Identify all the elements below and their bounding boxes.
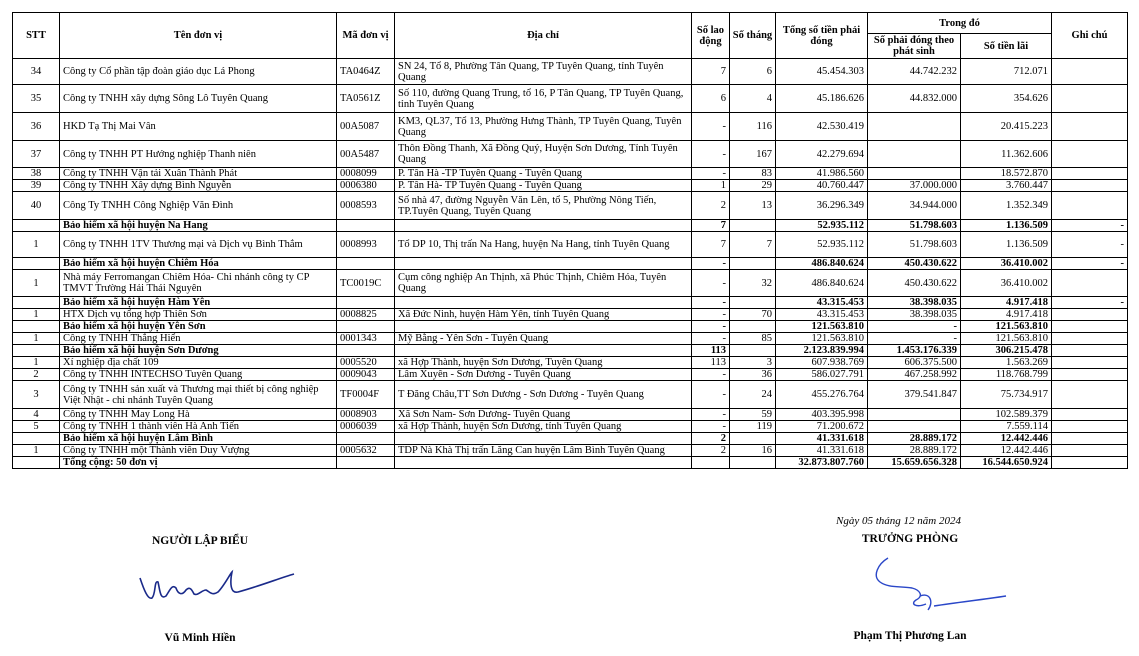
row-unit-name: Công ty TNHH PT Hướng nghiệp Thanh niên: [60, 141, 337, 168]
row-payable-incurred: [868, 113, 961, 141]
row-notes: [1052, 168, 1128, 180]
row-interest: 102.589.379: [961, 409, 1052, 421]
row-stt: 1: [13, 333, 60, 345]
row-total-amount: 486.840.624: [776, 258, 868, 270]
row-total-amount: 41.331.618: [776, 445, 868, 457]
header-address: Địa chỉ: [395, 13, 692, 59]
row-months: 24: [730, 381, 776, 409]
table-row: [13, 409, 1128, 421]
row-notes: [1052, 270, 1128, 297]
row-payable-incurred: 34.944.000: [868, 192, 961, 220]
row-address: Thôn Đồng Thanh, Xã Đồng Quý, Huyện Sơn Dương, Tỉnh Tuyên Quang: [395, 141, 692, 168]
row-months: 119: [730, 421, 776, 433]
row-months: [730, 321, 776, 333]
row-total-amount: 36.296.349: [776, 192, 868, 220]
row-interest: 11.362.606: [961, 141, 1052, 168]
row-employees: -: [692, 421, 730, 433]
row-total-amount: 45.454.303: [776, 59, 868, 85]
row-interest: 7.559.114: [961, 421, 1052, 433]
row-stt: 34: [13, 59, 60, 85]
row-unit-name: Công ty TNHH Xây dựng Bình Nguyễn: [60, 180, 337, 192]
row-payable-incurred: [868, 168, 961, 180]
row-employees: -: [692, 141, 730, 168]
header-months: Số tháng: [730, 13, 776, 59]
row-notes: [1052, 409, 1128, 421]
row-stt: 2: [13, 369, 60, 381]
row-payable-incurred: 467.258.992: [868, 369, 961, 381]
row-address: Số nhà 47, đường Nguyễn Văn Lên, tổ 5, Phường Nông Tiến, TP.Tuyên Quang, Tuyên Quang: [395, 192, 692, 220]
row-stt: 3: [13, 381, 60, 409]
row-notes: [1052, 59, 1128, 85]
row-unit-code: TA0464Z: [337, 59, 395, 85]
row-stt: 37: [13, 141, 60, 168]
row-interest: 12.442.446: [961, 445, 1052, 457]
row-months: 4: [730, 85, 776, 113]
row-address: [395, 345, 692, 357]
row-employees: -: [692, 297, 730, 309]
table-row: [13, 445, 1128, 457]
row-unit-code: 0005520: [337, 357, 395, 369]
row-stt: 36: [13, 113, 60, 141]
row-stt: 1: [13, 270, 60, 297]
row-total-amount: 43.315.453: [776, 309, 868, 321]
row-unit-code: [337, 433, 395, 445]
row-notes: [1052, 113, 1128, 141]
row-months: 16: [730, 445, 776, 457]
row-employees: 7: [692, 232, 730, 258]
row-interest: 16.544.650.924: [961, 457, 1052, 469]
row-unit-code: [337, 220, 395, 232]
row-notes: -: [1052, 220, 1128, 232]
row-address: [395, 457, 692, 469]
row-unit-code: TC0019C: [337, 270, 395, 297]
row-unit-name: Công ty TNHH sản xuất và Thương mại thiết bị công nghiệp Việt Nhật - chi nhánh Tuyên Quang: [60, 381, 337, 409]
row-unit-name: Bảo hiểm xã hội huyện Lâm Bình: [60, 433, 337, 445]
row-interest: 712.071: [961, 59, 1052, 85]
row-total-amount: 41.331.618: [776, 433, 868, 445]
row-payable-incurred: 38.398.035: [868, 297, 961, 309]
row-notes: [1052, 309, 1128, 321]
row-notes: [1052, 445, 1128, 457]
row-address: P. Tân Hà- TP Tuyên Quang - Tuyên Quang: [395, 180, 692, 192]
row-notes: -: [1052, 297, 1128, 309]
row-stt: 4: [13, 409, 60, 421]
table-row: [13, 192, 1128, 220]
row-payable-incurred: 44.742.232: [868, 59, 961, 85]
header-of-which: Trong đó: [868, 13, 1052, 34]
row-address: Lâm Xuyên - Sơn Dương - Tuyên Quang: [395, 369, 692, 381]
row-unit-code: [337, 321, 395, 333]
section-row: [13, 297, 1128, 309]
row-notes: [1052, 141, 1128, 168]
row-stt: 1: [13, 309, 60, 321]
row-interest: 1.136.509: [961, 220, 1052, 232]
preparer-name: Vũ Minh Hiền: [164, 632, 236, 644]
row-address: [395, 321, 692, 333]
row-stt: 35: [13, 85, 60, 113]
row-total-amount: 455.276.764: [776, 381, 868, 409]
row-interest: 36.410.002: [961, 270, 1052, 297]
row-unit-code: 0008993: [337, 232, 395, 258]
row-notes: [1052, 381, 1128, 409]
header-unit-code: Mã đơn vị: [337, 13, 395, 59]
row-months: 13: [730, 192, 776, 220]
row-unit-name: Bảo hiểm xã hội huyện Chiêm Hóa: [60, 258, 337, 270]
table-row: [13, 421, 1128, 433]
row-unit-name: Công ty TNHH Thắng Hiển: [60, 333, 337, 345]
row-notes: [1052, 357, 1128, 369]
row-employees: -: [692, 113, 730, 141]
row-payable-incurred: 51.798.603: [868, 220, 961, 232]
row-employees: -: [692, 270, 730, 297]
row-employees: 6: [692, 85, 730, 113]
row-total-amount: 71.200.672: [776, 421, 868, 433]
table-row: [13, 381, 1128, 409]
row-payable-incurred: 15.659.656.328: [868, 457, 961, 469]
table-row: [13, 168, 1128, 180]
row-employees: -: [692, 168, 730, 180]
row-unit-code: TA0561Z: [337, 85, 395, 113]
report-date: Ngày 05 tháng 12 năm 2024: [836, 515, 961, 527]
row-payable-incurred: -: [868, 333, 961, 345]
row-unit-name: HKD Tạ Thị Mai Vân: [60, 113, 337, 141]
row-address: T Đăng Châu,TT Sơn Dương - Sơn Dương - Tuyên Quang: [395, 381, 692, 409]
row-stt: 5: [13, 421, 60, 433]
row-stt: [13, 297, 60, 309]
row-unit-name: Công ty TNHH một Thành viên Duy Vượng: [60, 445, 337, 457]
section-row: [13, 220, 1128, 232]
table-row: [13, 113, 1128, 141]
row-employees: -: [692, 258, 730, 270]
row-payable-incurred: 37.000.000: [868, 180, 961, 192]
row-total-amount: 41.986.560: [776, 168, 868, 180]
row-total-amount: 42.530.419: [776, 113, 868, 141]
row-interest: 36.410.002: [961, 258, 1052, 270]
row-unit-code: 0005632: [337, 445, 395, 457]
row-address: P. Tân Hà -TP Tuyên Quang - Tuyên Quang: [395, 168, 692, 180]
row-stt: 38: [13, 168, 60, 180]
table-row: [13, 232, 1128, 258]
row-total-amount: 607.938.769: [776, 357, 868, 369]
row-total-amount: 45.186.626: [776, 85, 868, 113]
row-employees: -: [692, 333, 730, 345]
row-notes: [1052, 180, 1128, 192]
row-payable-incurred: 28.889.172: [868, 433, 961, 445]
row-employees: -: [692, 409, 730, 421]
table-row: [13, 309, 1128, 321]
row-employees: -: [692, 381, 730, 409]
row-interest: 18.572.870: [961, 168, 1052, 180]
head-name: Phạm Thị Phương Lan: [853, 630, 967, 642]
section-row: [13, 321, 1128, 333]
row-payable-incurred: [868, 409, 961, 421]
header-total-amount: Tổng số tiền phải đóng: [776, 13, 868, 59]
row-unit-code: 0006039: [337, 421, 395, 433]
row-total-amount: 40.760.447: [776, 180, 868, 192]
row-interest: 20.415.223: [961, 113, 1052, 141]
row-employees: 1: [692, 180, 730, 192]
row-unit-code: 00A5487: [337, 141, 395, 168]
row-interest: 3.760.447: [961, 180, 1052, 192]
row-stt: 1: [13, 445, 60, 457]
row-employees: 113: [692, 357, 730, 369]
header-payable-incurred: Số phải đóng theo phát sinh: [868, 34, 961, 59]
row-address: [395, 433, 692, 445]
row-unit-name: Công ty TNHH INTECHSO Tuyên Quang: [60, 369, 337, 381]
section-row: [13, 457, 1128, 469]
row-notes: [1052, 457, 1128, 469]
row-notes: [1052, 369, 1128, 381]
row-employees: 2: [692, 192, 730, 220]
row-payable-incurred: 379.541.847: [868, 381, 961, 409]
row-notes: -: [1052, 232, 1128, 258]
row-stt: [13, 258, 60, 270]
row-unit-name: Công ty TNHH xây dựng Sông Lô Tuyên Quang: [60, 85, 337, 113]
row-notes: [1052, 345, 1128, 357]
row-notes: [1052, 192, 1128, 220]
row-unit-code: 0008903: [337, 409, 395, 421]
row-unit-code: 0006380: [337, 180, 395, 192]
row-unit-name: Công ty TNHH 1 thành viên Hà Anh Tiến: [60, 421, 337, 433]
row-unit-name: Bảo hiểm xã hội huyện Na Hang: [60, 220, 337, 232]
row-employees: -: [692, 309, 730, 321]
table-row: [13, 180, 1128, 192]
row-address: xã Hợp Thành, huyện Sơn Dương, tỉnh Tuyên Quang: [395, 421, 692, 433]
row-employees: 7: [692, 220, 730, 232]
preparer-title: NGƯỜI LẬP BIỂU: [151, 535, 249, 547]
row-employees: 113: [692, 345, 730, 357]
row-months: 3: [730, 357, 776, 369]
table-body: [13, 59, 1128, 469]
row-notes: [1052, 85, 1128, 113]
table-row: [13, 357, 1128, 369]
header-stt: STT: [13, 13, 60, 59]
row-total-amount: 586.027.791: [776, 369, 868, 381]
row-unit-name: Bảo hiểm xã hội huyện Yên Sơn: [60, 321, 337, 333]
row-notes: [1052, 321, 1128, 333]
row-stt: 1: [13, 357, 60, 369]
row-interest: 75.734.917: [961, 381, 1052, 409]
row-address: Tổ DP 10, Thị trấn Na Hang, huyện Na Hang, tỉnh Tuyên Quang: [395, 232, 692, 258]
row-months: [730, 258, 776, 270]
table-row: [13, 333, 1128, 345]
row-months: 6: [730, 59, 776, 85]
table-row: [13, 141, 1128, 168]
row-address: Cụm công nghiệp An Thịnh, xã Phúc Thịnh, Chiêm Hóa, Tuyên Quang: [395, 270, 692, 297]
row-unit-name: Bảo hiểm xã hội huyện Hàm Yên: [60, 297, 337, 309]
row-payable-incurred: 38.398.035: [868, 309, 961, 321]
row-unit-code: 0001343: [337, 333, 395, 345]
header-employees: Số lao động: [692, 13, 730, 59]
row-total-amount: 121.563.810: [776, 321, 868, 333]
row-address: Mỹ Bằng - Yên Sơn - Tuyên Quang: [395, 333, 692, 345]
report-table: [12, 12, 1128, 469]
row-unit-name: Nhà máy Ferromangan Chiêm Hóa- Chi nhánh công ty CP TMVT Trường Hải Thái Nguyên: [60, 270, 337, 297]
row-interest: 121.563.810: [961, 333, 1052, 345]
section-row: [13, 345, 1128, 357]
row-notes: -: [1052, 258, 1128, 270]
row-payable-incurred: [868, 141, 961, 168]
row-interest: 354.626: [961, 85, 1052, 113]
row-stt: [13, 433, 60, 445]
header-interest: Số tiền lãi: [961, 34, 1052, 59]
section-row: [13, 258, 1128, 270]
row-address: KM3, QL37, Tổ 13, Phường Hưng Thành, TP Tuyên Quang, Tuyên Quang: [395, 113, 692, 141]
row-employees: -: [692, 369, 730, 381]
row-unit-name: HTX Dịch vụ tổng hợp Thiên Sơn: [60, 309, 337, 321]
row-months: 7: [730, 232, 776, 258]
row-employees: 2: [692, 445, 730, 457]
row-total-amount: 42.279.694: [776, 141, 868, 168]
row-months: [730, 220, 776, 232]
row-payable-incurred: 1.453.176.339: [868, 345, 961, 357]
row-months: [730, 345, 776, 357]
header-notes: Ghi chú: [1052, 13, 1128, 59]
row-months: 85: [730, 333, 776, 345]
row-months: 32: [730, 270, 776, 297]
row-notes: [1052, 333, 1128, 345]
row-unit-code: 0008593: [337, 192, 395, 220]
row-total-amount: 52.935.112: [776, 232, 868, 258]
head-signature: [860, 552, 1010, 632]
row-stt: [13, 321, 60, 333]
row-total-amount: 403.395.998: [776, 409, 868, 421]
row-address: [395, 258, 692, 270]
row-unit-name: Bảo hiểm xã hội huyện Sơn Dương: [60, 345, 337, 357]
section-row: [13, 433, 1128, 445]
row-address: Xã Đức Ninh, huyện Hàm Yên, tỉnh Tuyên Quang: [395, 309, 692, 321]
row-payable-incurred: 51.798.603: [868, 232, 961, 258]
row-unit-name: Công ty TNHH May Long Hà: [60, 409, 337, 421]
row-interest: 1.563.269: [961, 357, 1052, 369]
row-interest: 1.352.349: [961, 192, 1052, 220]
row-interest: 4.917.418: [961, 297, 1052, 309]
row-address: [395, 297, 692, 309]
row-address: TDP Nà Khà Thị trấn Lăng Can huyện Lâm Bình Tuyên Quang: [395, 445, 692, 457]
header-unit-name: Tên đơn vị: [60, 13, 337, 59]
row-total-amount: 52.935.112: [776, 220, 868, 232]
row-employees: 7: [692, 59, 730, 85]
row-stt: 39: [13, 180, 60, 192]
row-payable-incurred: 606.375.500: [868, 357, 961, 369]
row-unit-code: [337, 457, 395, 469]
row-address: xã Hợp Thành, huyện Sơn Dương, Tuyên Quang: [395, 357, 692, 369]
row-employees: [692, 457, 730, 469]
row-address: [395, 220, 692, 232]
row-address: Xã Sơn Nam- Sơn Dương- Tuyên Quang: [395, 409, 692, 421]
row-notes: [1052, 433, 1128, 445]
row-months: 59: [730, 409, 776, 421]
row-total-amount: 486.840.624: [776, 270, 868, 297]
row-unit-code: [337, 297, 395, 309]
row-unit-code: 0009043: [337, 369, 395, 381]
preparer-signature: [130, 560, 300, 620]
row-employees: 2: [692, 433, 730, 445]
table-row: [13, 369, 1128, 381]
row-unit-name: Tổng cộng: 50 đơn vị: [60, 457, 337, 469]
row-payable-incurred: -: [868, 321, 961, 333]
row-unit-name: Công ty TNHH Vận tải Xuân Thành Phát: [60, 168, 337, 180]
row-interest: 4.917.418: [961, 309, 1052, 321]
table-row: [13, 59, 1128, 85]
row-stt: [13, 345, 60, 357]
row-payable-incurred: [868, 421, 961, 433]
row-total-amount: 2.123.839.994: [776, 345, 868, 357]
row-address: SN 24, Tổ 8, Phường Tân Quang, TP Tuyên Quang, tỉnh Tuyên Quang: [395, 59, 692, 85]
row-employees: -: [692, 321, 730, 333]
row-stt: 1: [13, 232, 60, 258]
row-interest: 121.563.810: [961, 321, 1052, 333]
row-unit-code: 0008099: [337, 168, 395, 180]
row-interest: 306.215.478: [961, 345, 1052, 357]
row-unit-code: [337, 258, 395, 270]
row-months: [730, 457, 776, 469]
row-unit-code: 00A5087: [337, 113, 395, 141]
row-total-amount: 121.563.810: [776, 333, 868, 345]
row-stt: [13, 457, 60, 469]
row-unit-code: [337, 345, 395, 357]
row-months: [730, 297, 776, 309]
row-interest: 12.442.446: [961, 433, 1052, 445]
row-unit-code: 0008825: [337, 309, 395, 321]
row-interest: 1.136.509: [961, 232, 1052, 258]
row-notes: [1052, 421, 1128, 433]
row-unit-name: Công Ty TNHH Công Nghiệp Văn Đình: [60, 192, 337, 220]
row-address: Số 110, đường Quang Trung, tổ 16, P Tân Quang, TP Tuyên Quang, tỉnh Tuyên Quang: [395, 85, 692, 113]
row-months: 70: [730, 309, 776, 321]
row-unit-name: Công ty TNHH 1TV Thương mại và Dịch vụ Bình Thắm: [60, 232, 337, 258]
table-row: [13, 85, 1128, 113]
row-payable-incurred: 450.430.622: [868, 258, 961, 270]
row-stt: [13, 220, 60, 232]
row-total-amount: 32.873.807.760: [776, 457, 868, 469]
table-row: [13, 270, 1128, 297]
row-unit-code: TF0004F: [337, 381, 395, 409]
row-months: 116: [730, 113, 776, 141]
row-interest: 118.768.799: [961, 369, 1052, 381]
row-stt: 40: [13, 192, 60, 220]
head-title: TRƯỞNG PHÒNG: [861, 533, 959, 545]
row-months: 36: [730, 369, 776, 381]
row-months: 29: [730, 180, 776, 192]
row-payable-incurred: 44.832.000: [868, 85, 961, 113]
row-payable-incurred: 28.889.172: [868, 445, 961, 457]
row-payable-incurred: 450.430.622: [868, 270, 961, 297]
row-total-amount: 43.315.453: [776, 297, 868, 309]
row-months: [730, 433, 776, 445]
row-unit-name: Công ty Cổ phần tập đoàn giáo dục Lá Phong: [60, 59, 337, 85]
row-unit-name: Xí nghiệp địa chất 109: [60, 357, 337, 369]
row-months: 167: [730, 141, 776, 168]
row-months: 83: [730, 168, 776, 180]
